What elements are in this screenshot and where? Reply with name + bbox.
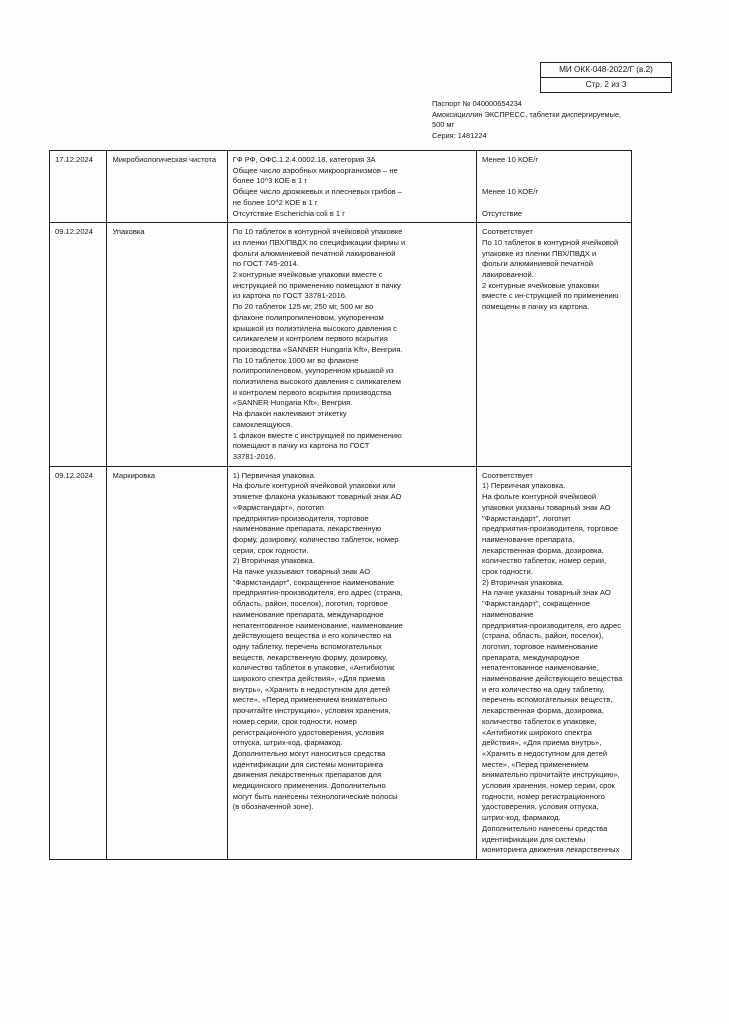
result-line: 2 контурные ячейковые упаковки: [482, 280, 599, 290]
requirement-line: По 20 таблеток 125 мг, 250 мг, 500 мг во: [232, 302, 374, 312]
requirement-line: (в обозначенной зоне).: [232, 802, 314, 812]
requirement-line: прочитайте инструкцию», условия хранения,: [232, 706, 391, 716]
result-line: идентификации для системы: [482, 834, 586, 844]
requirement-line: веществ, лекарственную форму, дозировку,: [232, 652, 388, 662]
test-date: 09.12.2024: [50, 223, 107, 466]
requirement-line: полипропиленовом, укупоренном крышкой из: [232, 366, 394, 376]
result-line: «Хранить в недоступном для детей: [482, 748, 608, 758]
result-line: наименование: [482, 609, 534, 619]
requirement-line: По 10 таблеток 1000 мг во флаконе: [232, 355, 359, 365]
test-result: [477, 151, 632, 223]
test-result: [477, 223, 632, 466]
result-line: предприятия-производителя, торговое: [482, 524, 619, 534]
table-row: [50, 466, 632, 859]
result-line: упаковки указаны товарный знак АО: [482, 502, 611, 512]
requirement-line: помещают в пачку из картона по ГОСТ: [232, 441, 370, 451]
requirement-line: флаконе полипропиленовом, укупоренном: [232, 312, 384, 322]
requirement-line: инструкцией по применению помещают в пачку: [232, 280, 401, 290]
requirement-line: «SANNER Hungaria Kft», Венгрия.: [232, 398, 353, 408]
result-line: внимательно прочитайте инструкцию»,: [482, 770, 620, 780]
requirement-line: наименование препарата, лекарственную: [232, 524, 382, 534]
result-line: лекарственная форма, дозировка,: [482, 545, 604, 555]
requirement-line: не более 10^2 КОЕ в 1 г: [232, 197, 318, 207]
requirement-line: Общее число дрожжевых и плесневых грибов –: [232, 187, 403, 197]
test-date: 17.12.2024: [50, 151, 107, 223]
result-line: количество таблеток в упаковке,: [482, 716, 597, 726]
result-line: Менее 10 КОЕ/г: [482, 155, 539, 164]
result-line: Отсутствие: [482, 208, 523, 218]
result-line: Менее 10 КОЕ/г: [482, 187, 539, 197]
requirement-line: "Фармстандарт", сокращенное наименование: [232, 577, 395, 587]
requirement-line: Отсутствие Escherichia coli в 1 г: [232, 208, 346, 218]
requirement-line: крышкой из полиэтилена высокого давления с: [232, 323, 397, 333]
result-line: условия хранения, номер серии, срок: [482, 781, 615, 791]
result-line: 2) Вторичная упаковка.: [482, 577, 564, 587]
requirement-line: могут быть нанесены технологические полосы: [232, 791, 398, 801]
result-line: фольги алюминиевой печатной: [482, 259, 593, 269]
result-line: [482, 176, 626, 187]
result-line: По 10 таблеток в контурной ячейковой: [482, 237, 619, 247]
requirement-line: идентификации для системы мониторинга: [232, 759, 383, 769]
result-line: вместе с ин-струкцией по применению: [482, 291, 619, 301]
test-date: 09.12.2024: [50, 466, 107, 859]
requirement-line: самоклеящуюся.: [232, 419, 293, 429]
test-name: Маркировка: [107, 466, 227, 859]
result-line: предприятия-производителя, его адрес: [482, 620, 622, 630]
result-line: Соответствует: [482, 227, 533, 237]
requirement-line: полиэтилена высокого давления с силикагелем: [232, 377, 401, 387]
result-line: месте», «Перед применением: [482, 759, 589, 769]
result-line: Дополнительно нанесены средства: [482, 823, 608, 833]
requirement-line: 2 контурные ячейковые упаковки вместе с: [232, 270, 383, 280]
document-code: МИ ОКК-048-2022/Г (в.2): [559, 65, 653, 74]
result-line: штрих-код, фармакод.: [482, 813, 561, 823]
requirement-line: силикагелем и контролем первого вскрытия: [232, 334, 388, 344]
requirement-line: и контролем первого вскрытия производства: [232, 387, 392, 397]
result-line: (страна, область, район, поселок),: [482, 631, 604, 641]
result-line: наименование действующего вещества: [482, 674, 623, 684]
result-line: наименование препарата,: [482, 534, 575, 544]
requirement-line: широкого спектра действия», «Для приема: [232, 674, 385, 684]
test-requirement: [227, 151, 476, 223]
result-line: «Антибиотик широкого спектра: [482, 727, 592, 737]
result-line: и его количество на одну таблетку,: [482, 684, 605, 694]
requirement-line: На флакон наклеивают этикетку: [232, 409, 347, 419]
requirement-line: отпуска, штрих-код, фармакод.: [232, 738, 343, 748]
result-line: мониторинга движения лекарственных: [482, 845, 620, 855]
requirement-line: этикетке флакона указывают товарный знак АО: [232, 492, 402, 502]
requirement-line: 1) Первичная упаковка.: [232, 470, 316, 480]
test-requirement: [227, 223, 476, 466]
result-line: лекарственная форма, дозировка,: [482, 706, 604, 716]
result-line: срок годности.: [482, 567, 533, 577]
requirement-line: фольги алюминиевой печатной лакированной: [232, 248, 396, 258]
result-line: перечень вспомогательных веществ,: [482, 695, 613, 705]
result-line: годности, номер регистрационного: [482, 791, 605, 801]
requirement-line: регистрационного удостоверения, условия: [232, 727, 384, 737]
requirement-line: предприятия-производителя, торговое: [232, 513, 369, 523]
requirement-line: внутрь», «Хранить в недоступном для детей: [232, 684, 390, 694]
result-line: помещены в пачку из картона.: [482, 302, 590, 312]
result-line: 1) Первичная упаковка.: [482, 481, 566, 491]
requirement-line: серии, срок годности.: [232, 545, 309, 555]
requirement-line: форму, дозировку, количество таблеток, номер: [232, 534, 399, 544]
passport-info: [432, 99, 632, 141]
requirement-line: 1 флакон вместе с инструкцией по применению: [232, 430, 402, 440]
product-dosage: 500 мг: [432, 120, 455, 130]
test-requirement: [227, 466, 476, 859]
requirement-line: движения лекарственных препаратов для: [232, 770, 382, 780]
result-line: удостоверения, условия отпуска,: [482, 802, 599, 812]
requirement-line: действующего вещества и его количество на: [232, 631, 392, 641]
result-line: логотип, торговое наименование: [482, 641, 598, 651]
requirement-line: из картона по ГОСТ 33781-2016.: [232, 291, 348, 301]
requirement-line: по ГОСТ 745-2014.: [232, 259, 299, 269]
requirement-line: ГФ РФ, ОФС.1.2.4.0002.18, категория 3А: [232, 155, 376, 164]
requirement-line: Общее число аэробных микроорганизмов – не: [232, 165, 398, 175]
requirement-line: «Фармстандарт», логотип: [232, 502, 324, 512]
requirement-line: непатентованное наименование, наименование: [232, 620, 403, 630]
requirement-line: На пачке указывают товарный знак АО: [232, 567, 371, 577]
requirement-line: наименование препарата, международное: [232, 609, 384, 619]
requirement-line: На фольге контурной ячейковой упаковки или: [232, 481, 396, 491]
result-line: количество таблеток, номер серии,: [482, 556, 607, 566]
requirement-line: более 10^3 КОЕ в 1 г: [232, 176, 308, 186]
requirement-line: область, район, поселок), логотип, торговое: [232, 599, 388, 609]
requirement-line: 33781-2016.: [232, 451, 276, 461]
requirement-line: медицинского применения. Дополнительно: [232, 781, 386, 791]
document-code-box: [540, 62, 672, 93]
requirement-line: предприятия-производителя, его адрес (страна,: [232, 588, 403, 598]
requirement-line: По 10 таблеток в контурной ячейковой упаковке: [232, 227, 403, 237]
requirement-line: 2) Вторичная упаковка.: [232, 556, 315, 566]
test-name: Микробиологическая чистота: [107, 151, 227, 223]
test-result: [477, 466, 632, 859]
result-line: [482, 198, 626, 209]
result-line: "Фармстандарт", сокращенное: [482, 599, 590, 609]
result-line: лакированной.: [482, 270, 534, 280]
requirement-line: одну таблетку, перечень вспомогательных: [232, 641, 382, 651]
result-line: упаковке из пленки ПВХ/ПВДХ и: [482, 248, 597, 258]
result-line: На фольге контурной ячейковой: [482, 492, 597, 502]
requirement-line: производства «SANNER Hungaria Kft», Венгрия.: [232, 344, 403, 354]
requirement-line: Дополнительно могут наноситься средства: [232, 748, 386, 758]
passport-number: Паспорт № 040000654234: [432, 99, 522, 108]
result-line: На пачке указаны товарный знак АО: [482, 588, 611, 598]
requirement-line: из пленки ПВХ/ПВДХ по спецификации фирмы и: [232, 237, 406, 247]
result-line: действия», «Для приема внутрь»,: [482, 738, 602, 748]
table-row: [50, 151, 632, 223]
result-line: непатентованное наименование,: [482, 663, 599, 673]
result-line: препарата, международное: [482, 652, 580, 662]
requirement-line: количество таблеток в упаковке, «Антибиотик: [232, 663, 395, 673]
page-number: Стр. 2 из 3: [541, 77, 671, 92]
batch-number: Серия: 1481224: [432, 130, 487, 140]
product-name: Амоксициллин ЭКСПРЕСС, таблетки диспергируемые,: [432, 109, 622, 119]
result-line: Соответствует: [482, 470, 533, 480]
requirement-line: номер серии, срок годности, номер: [232, 716, 357, 726]
test-name: Упаковка: [107, 223, 227, 466]
requirement-line: месте», «Перед применением внимательно: [232, 695, 388, 705]
result-line: "Фармстандарт", логотип: [482, 513, 571, 523]
table-row: [50, 223, 632, 466]
result-line: [482, 166, 626, 177]
test-results-table: [49, 150, 632, 860]
